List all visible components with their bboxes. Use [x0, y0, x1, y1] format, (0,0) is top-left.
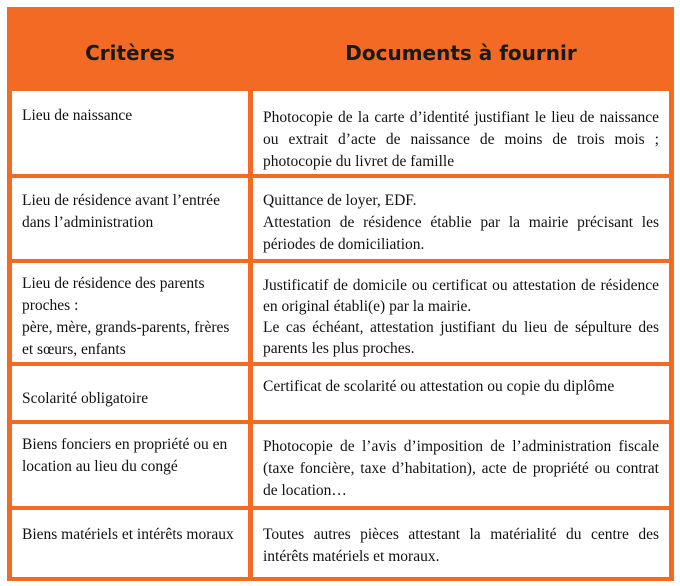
row-4-criterion-text: Scolarité obligatoire	[22, 390, 149, 407]
row-1-criterion	[12, 91, 248, 174]
row-5-documents-text: Photocopie de l’avis d’imposition de l’administration fiscale (taxe foncière, taxe d’habitation), acte de propriété ou contrat de location…	[263, 438, 659, 499]
row-3-documents-line-1: Justificatif de domicile ou certificat ou attestation de résidence en original établi(e) par la mairie.	[263, 277, 659, 315]
row-1-documents-text: Photocopie de la carte d’identité justifiant le lieu de naissance ou extrait d’acte de naissance de moins de trois mois ; photocopie du livret de famille	[263, 109, 659, 170]
row-3-documents-line-2: Le cas échéant, attestation justifiant du lieu de sépulture des parents les plus proches.	[263, 319, 659, 357]
row-3-criterion-line-1: Lieu de résidence des parents proches :	[22, 275, 205, 314]
row-3-criterion	[12, 263, 248, 362]
row-5-criterion	[12, 424, 248, 506]
header-criteres: Critères	[12, 11, 248, 95]
row-2-documents	[253, 178, 669, 259]
row-2-documents-line-2: Attestation de résidence établie par la mairie précisant les périodes de domiciliation.	[263, 214, 659, 253]
row-5-documents	[253, 424, 669, 506]
row-3-documents	[253, 263, 669, 362]
criteria-documents-table	[7, 7, 674, 581]
row-1-documents	[253, 91, 669, 174]
header-documents: Documents à fournir	[253, 11, 669, 95]
row-6-criterion-text: Biens matériels et intérêts moraux	[22, 526, 234, 543]
row-3-criterion-line-2: père, mère, grands-parents, frères et sœurs, enfants	[22, 319, 230, 358]
row-5-criterion-text: Biens fonciers en propriété ou en location au lieu du congé	[22, 436, 228, 475]
row-4-criterion	[12, 366, 248, 420]
row-6-criterion	[12, 510, 248, 577]
row-2-documents-line-1: Quittance de loyer, EDF.	[263, 192, 417, 209]
row-2-criterion	[12, 178, 248, 259]
row-4-documents-text: Certificat de scolarité ou attestation ou copie du diplôme	[263, 378, 615, 395]
row-6-documents-text: Toutes autres pièces attestant la matérialité du centre des intérêts matériels et moraux.	[263, 526, 659, 565]
row-1-criterion-text: Lieu de naissance	[22, 107, 133, 124]
row-4-documents	[253, 366, 669, 420]
row-2-criterion-text: Lieu de résidence avant l’entrée dans l’administration	[22, 192, 220, 231]
row-6-documents	[253, 510, 669, 577]
